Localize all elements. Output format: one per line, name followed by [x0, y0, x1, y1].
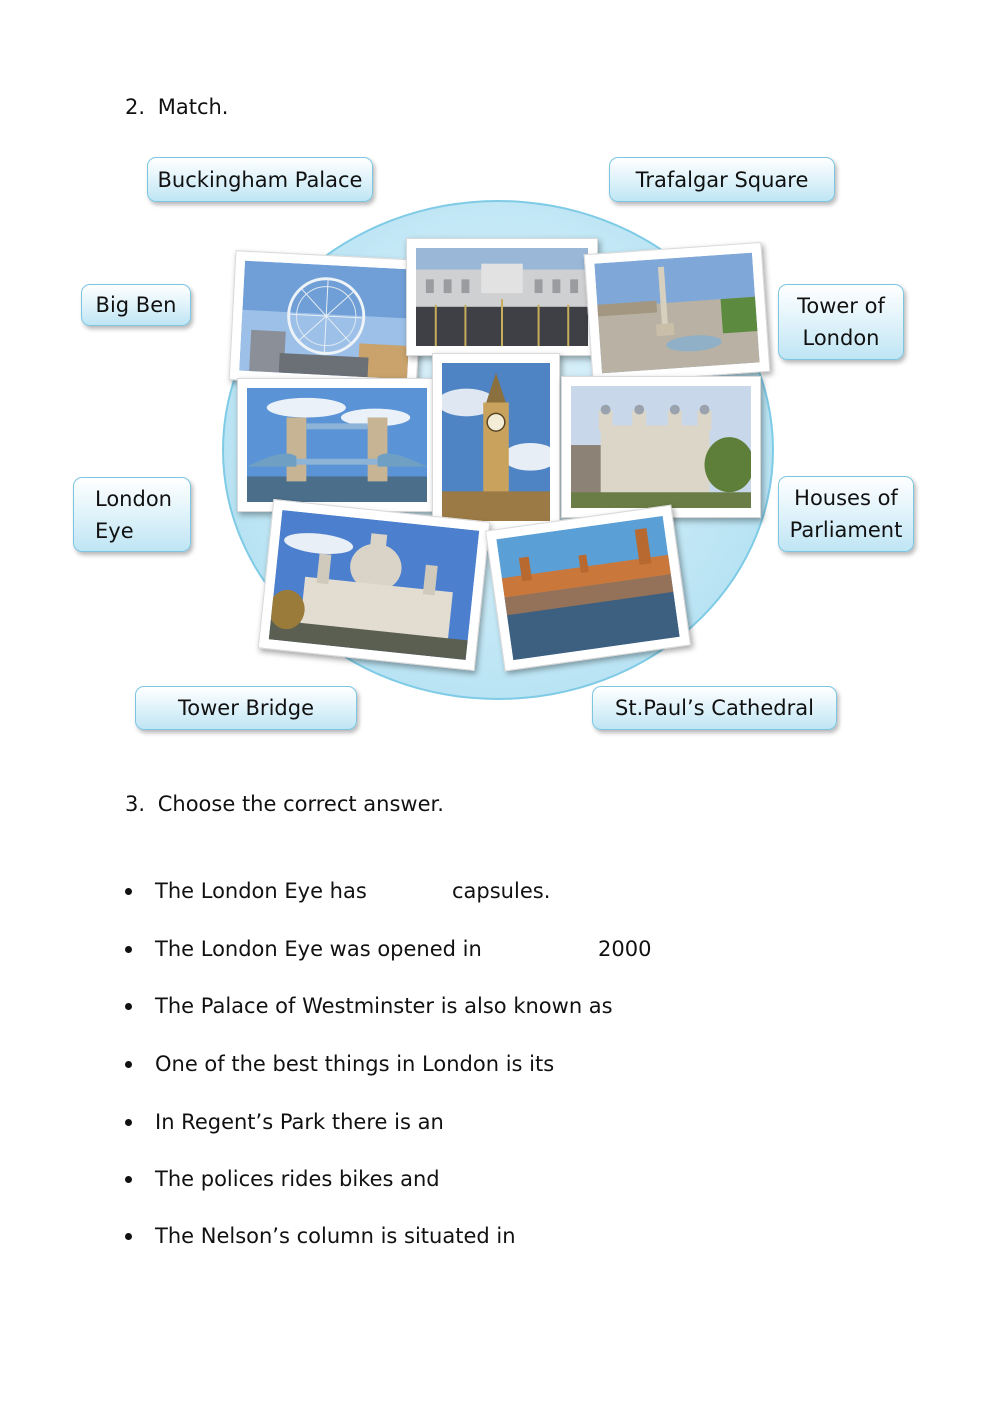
- question-answer-text: capsules.: [452, 879, 551, 903]
- photo-houses-of-parliament[interactable]: [485, 505, 691, 672]
- bullet-icon: [125, 1061, 132, 1068]
- bullet-icon: [125, 946, 132, 953]
- question-answer-text: 2000: [598, 937, 652, 961]
- label-buckingham-palace[interactable]: [147, 157, 373, 202]
- bullet-icon: [125, 1233, 132, 1240]
- photo-tower-of-london[interactable]: [561, 376, 761, 518]
- label-tower-of-london-line-2: London: [802, 326, 880, 350]
- bullet-icon: [125, 1003, 132, 1010]
- question-text: The Nelson’s column is situated in: [155, 1224, 516, 1248]
- label-big-ben-text: Big Ben: [95, 293, 177, 317]
- houses-of-parliament-image: [496, 516, 679, 660]
- section-3-title: Choose the correct answer.: [157, 792, 444, 816]
- st-pauls-cathedral-image: [269, 510, 480, 660]
- question-text: The London Eye has: [155, 879, 367, 903]
- label-tower-bridge-text: Tower Bridge: [178, 696, 314, 720]
- label-st-pauls-cathedral[interactable]: [592, 686, 837, 730]
- label-london-eye-line-2: Eye: [95, 518, 134, 543]
- label-london-eye-line-1: London: [95, 486, 172, 511]
- big-ben-image: [442, 363, 550, 521]
- section-3-heading: [125, 792, 444, 816]
- label-tower-bridge[interactable]: [135, 686, 357, 730]
- question-text: In Regent’s Park there is an: [155, 1110, 444, 1134]
- photo-tower-bridge[interactable]: [237, 378, 437, 512]
- label-houses-of-parliament-line-2: Parliament: [789, 518, 903, 542]
- question-text: One of the best things in London is its: [155, 1052, 555, 1076]
- label-trafalgar-square-text: Trafalgar Square: [635, 167, 809, 192]
- tower-of-london-image: [571, 386, 751, 508]
- question-text: The Palace of Westminster is also known as: [155, 994, 613, 1018]
- question-text: The polices rides bikes and: [155, 1167, 440, 1191]
- bullet-icon: [125, 888, 132, 895]
- tower-bridge-image: [247, 388, 427, 502]
- label-buckingham-palace-text: Buckingham Palace: [157, 167, 363, 192]
- london-eye-image: [239, 261, 413, 380]
- photo-london-eye[interactable]: [229, 250, 424, 390]
- label-big-ben[interactable]: [81, 284, 191, 326]
- label-tower-of-london[interactable]: [778, 284, 904, 360]
- buckingham-palace-image: [416, 248, 588, 346]
- label-london-eye[interactable]: [73, 477, 191, 552]
- photo-trafalgar-square[interactable]: [584, 242, 771, 384]
- section-2-heading: [125, 95, 229, 119]
- question-text: The London Eye was opened in: [155, 937, 482, 961]
- label-trafalgar-square[interactable]: [609, 157, 835, 202]
- photo-buckingham-palace[interactable]: [406, 238, 598, 356]
- photo-st-pauls-cathedral[interactable]: [258, 499, 490, 671]
- bullet-icon: [125, 1119, 132, 1126]
- label-houses-of-parliament[interactable]: [778, 476, 914, 552]
- photo-big-ben[interactable]: [432, 353, 560, 531]
- section-2-title: Match.: [157, 95, 229, 119]
- label-tower-of-london-line-1: Tower of: [797, 294, 885, 318]
- label-houses-of-parliament-line-1: Houses of: [794, 486, 898, 510]
- trafalgar-square-image: [594, 253, 759, 374]
- bullet-icon: [125, 1176, 132, 1183]
- section-3-number: 3.: [125, 792, 146, 816]
- label-st-pauls-cathedral-text: St.Paul’s Cathedral: [615, 696, 814, 720]
- section-2-number: 2.: [125, 95, 146, 119]
